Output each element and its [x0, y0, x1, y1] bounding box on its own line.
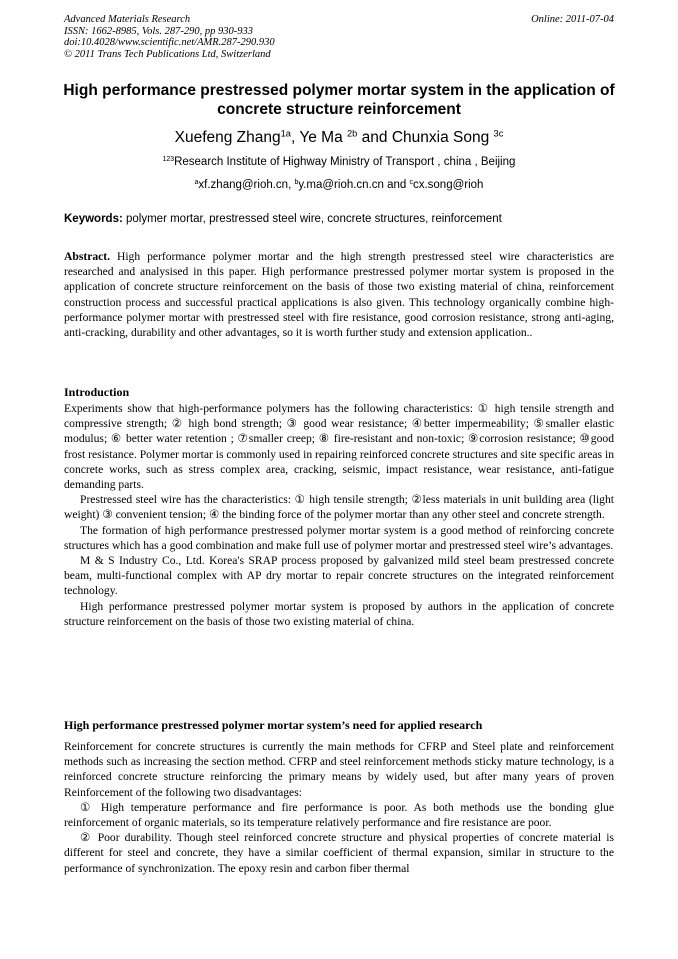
abstract-text: High performance polymer mortar and the high strength prestressed steel wire characteristics are researched and analysised in this paper. High performance prestressed polymer mortar system is proposed in the application of concrete structure reinforcement on the basis of those two existing material of china, reinforcement construction process and successful practical applications is also given. This technology organically combine high-performance polymer mortar with prestressed steel with fire resistance, good corrosion resistance, strong anti-aging, anti-cracking, durability and other advantages, so it is worth further study and extension application..: [64, 250, 614, 340]
affiliation: [0, 155, 678, 169]
author-emails: [0, 178, 678, 192]
paragraph: Experiments show that high-performance polymers has the following characteristics: ① high tensile strength and compressive strength; ② high bond strength; ③ good wear resistance; ④better impermeability; ⑤smaller elastic modulus; ⑥ better water retention ; ⑦smaller creep; ⑧ fire-resistant and non-toxic; ⑨corrosion resistance; ⑩good frost resistance. Polymer mortar is commonly used in repairing reinforced concrete structures and site specific areas in concrete works, such as stress complex area, cracking, seismic, impact resistance, wear resistance, anti-fatigue demanding parts.: [64, 402, 614, 492]
author-sup: 3c: [493, 128, 504, 139]
author-name: Xuefeng Zhang: [174, 129, 281, 146]
paragraph: M & S Industry Co., Ltd. Korea's SRAP process proposed by galvanized mild steel beam prestressed concrete beam, multi-functional complex with AP dry mortar to repair concrete structures on the integrated reinforcement technology.: [64, 554, 614, 598]
section-body: [64, 739, 614, 876]
paragraph: Reinforcement for concrete structures is currently the main methods for CFRP and Steel plate and reinforcement methods such as increasing the section method. CFRP and steel reinforcement methods sticky mature technology, is a reinforced concrete structure reinforcing the primary means by widely used, but after many years of proven Reinforcement of the following two disadvantages:: [64, 740, 614, 799]
email-sup: c: [409, 178, 413, 186]
section-heading: High performance prestressed polymer mortar system’s need for applied research: [64, 718, 483, 732]
abstract: [64, 249, 614, 340]
journal-issn: ISSN: 1662-8985, Vols. 287-290, pp 930-933: [64, 25, 253, 37]
author-name: Ye Ma: [299, 129, 348, 146]
affiliation-text: Research Institute of Highway Ministry of Transport , china , Beijing: [174, 156, 516, 168]
paragraph: The formation of high performance prestressed polymer mortar system is a good method of reinforcing concrete structures which has a good combination and make full use of polymer mortar and prestressed steel wire’s advantages.: [64, 523, 614, 552]
journal-name: Advanced Materials Research: [64, 14, 191, 25]
email-text: cx.song@rioh: [412, 179, 484, 191]
email-text: y.ma@rioh.cn.cn and: [298, 179, 410, 191]
paragraph: Prestressed steel wire has the characteristics: ① high tensile strength; ②less materials in unit building area (light weight) ③ convenient tension; ④ the binding force of the polymer mortar than any other steel and concrete strength.: [64, 493, 614, 522]
keywords: [64, 212, 614, 226]
email-sup: a: [194, 178, 199, 186]
author-name: Chunxia Song: [391, 129, 494, 146]
author-line: [0, 128, 678, 147]
online-date: Online: 2011-07-04: [531, 14, 614, 25]
keywords-label: Keywords:: [64, 213, 123, 225]
introduction-body: [64, 401, 614, 629]
paragraph: High performance prestressed polymer mortar system is proposed by authors in the application of concrete structure reinforcement on the basis of those two existing material of china.: [64, 599, 614, 628]
email-sup: b: [294, 178, 299, 186]
author-sup: 1a: [280, 128, 291, 139]
introduction-heading: Introduction: [64, 385, 130, 399]
author-separator: and: [357, 129, 392, 146]
journal-copyright: © 2011 Trans Tech Publications Ltd, Switzerland: [64, 48, 271, 60]
affiliation-sup: 123: [162, 155, 175, 163]
author-sup: 2b: [347, 128, 358, 139]
keywords-text: polymer mortar, prestressed steel wire, concrete structures, reinforcement: [122, 213, 502, 225]
author-separator: ,: [290, 129, 300, 146]
abstract-label: Abstract.: [64, 250, 111, 263]
journal-doi: doi:10.4028/www.scientific.net/AMR.287-290.930: [64, 37, 275, 48]
paper-title: High performance prestressed polymer mortar system in the application of concrete structure reinforcement: [63, 82, 615, 118]
paragraph: ① High temperature performance and fire performance is poor. As both methods use the bonding glue reinforcement of organic materials, so its temperature relatively performance and fire resistance are poor.: [64, 800, 614, 830]
journal-header: [64, 14, 614, 60]
email-text: xf.zhang@rioh.cn,: [198, 179, 295, 191]
paragraph: ② Poor durability. Though steel reinforced concrete structure and physical properties of concrete material is different for steel and concrete, they have a similar coefficient of thermal expansion, similar in structure to the performance of synchronization. The epoxy resin and carbon fiber thermal: [64, 831, 614, 875]
